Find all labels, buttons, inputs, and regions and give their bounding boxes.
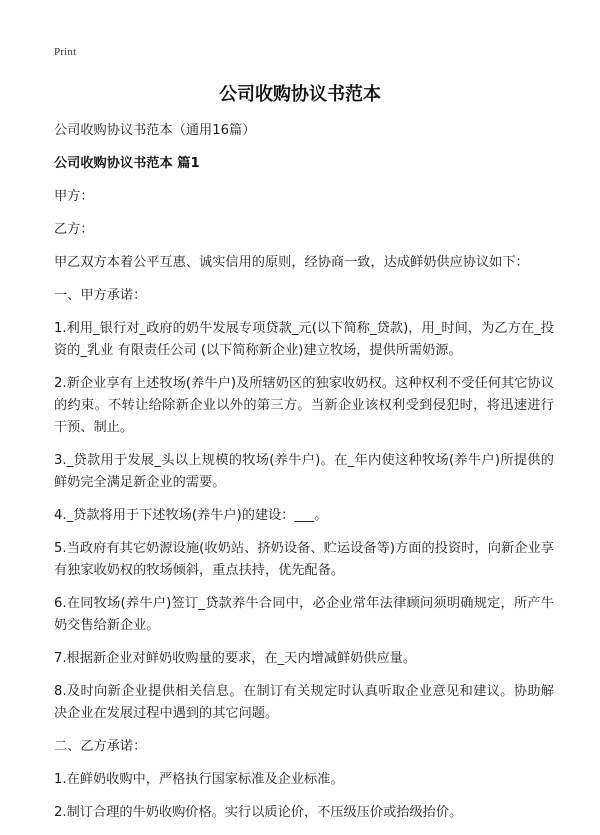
party-a-line: 甲方： — [54, 189, 94, 204]
clause-a-6: 6.在同牧场(养牛户)签订_贷款养牛合同中，必企业常年法律顾问须明确规定，所产牛奶交售给新企业。 — [54, 596, 554, 633]
section-heading: 公司收购协议书范本 篇1 — [54, 156, 200, 171]
document-subtitle: 公司收购协议书范本（通用16篇） — [54, 123, 256, 138]
part-one-heading: 一、甲方承诺： — [54, 288, 147, 303]
clause-a-3: 3._贷款用于发展_头以上规模的牧场(养牛户)。在_年内使这种牧场(养牛户)所提供的鲜奶完全满足新企业的需要。 — [54, 453, 554, 490]
document-title: 公司收购协议书范本 — [219, 84, 381, 105]
clause-a-7: 7.根据新企业对鲜奶收购量的要求，在_天内增减鲜奶供应量。 — [54, 651, 417, 666]
intro-paragraph: 甲乙双方本着公平互惠、诚实信用的原则，经协商一致，达成鲜奶供应协议如下： — [54, 255, 529, 270]
party-b-line: 乙方： — [54, 222, 94, 237]
clause-b-1: 1.在鲜奶收购中，严格执行国家标准及企业标准。 — [54, 772, 344, 787]
clause-a-8: 8.及时向新企业提供相关信息。在制订有关规定时认真听取企业意见和建议。协助解决企业在发展过程中遇到的其它问题。 — [54, 684, 554, 721]
print-label: Print — [54, 46, 77, 58]
clause-a-5: 5.当政府有其它奶源设施(收奶站、挤奶设备、贮运设备等)方面的投资时，向新企业享有独家收奶权的牧场倾斜，重点扶持，优先配备。 — [54, 541, 554, 578]
clause-a-2: 2.新企业享有上述牧场(养牛户)及所辖奶区的独家收奶权。这种权利不受任何其它协议的约束。不转让给除新企业以外的第三方。当新企业该权利受到侵犯时，将迅速进行干预、制止。 — [54, 376, 554, 435]
clause-a-1: 1.利用_银行对_政府的奶牛发展专项贷款_元(以下简称_贷款)，用_时间，为乙方在_投资的_乳业 有限责任公司 (以下简称新企业)建立牧场，提供所需奶源。 — [54, 321, 554, 358]
clause-b-2: 2.制订合理的牛奶收购价格。实行以质论价，不压级压价或抬级抬价。 — [54, 805, 463, 820]
clause-a-4: 4._贷款将用于下述牧场(养牛户)的建设：___。 — [54, 508, 328, 523]
part-two-heading: 二、乙方承诺： — [54, 739, 147, 754]
document-body — [54, 120, 554, 835]
